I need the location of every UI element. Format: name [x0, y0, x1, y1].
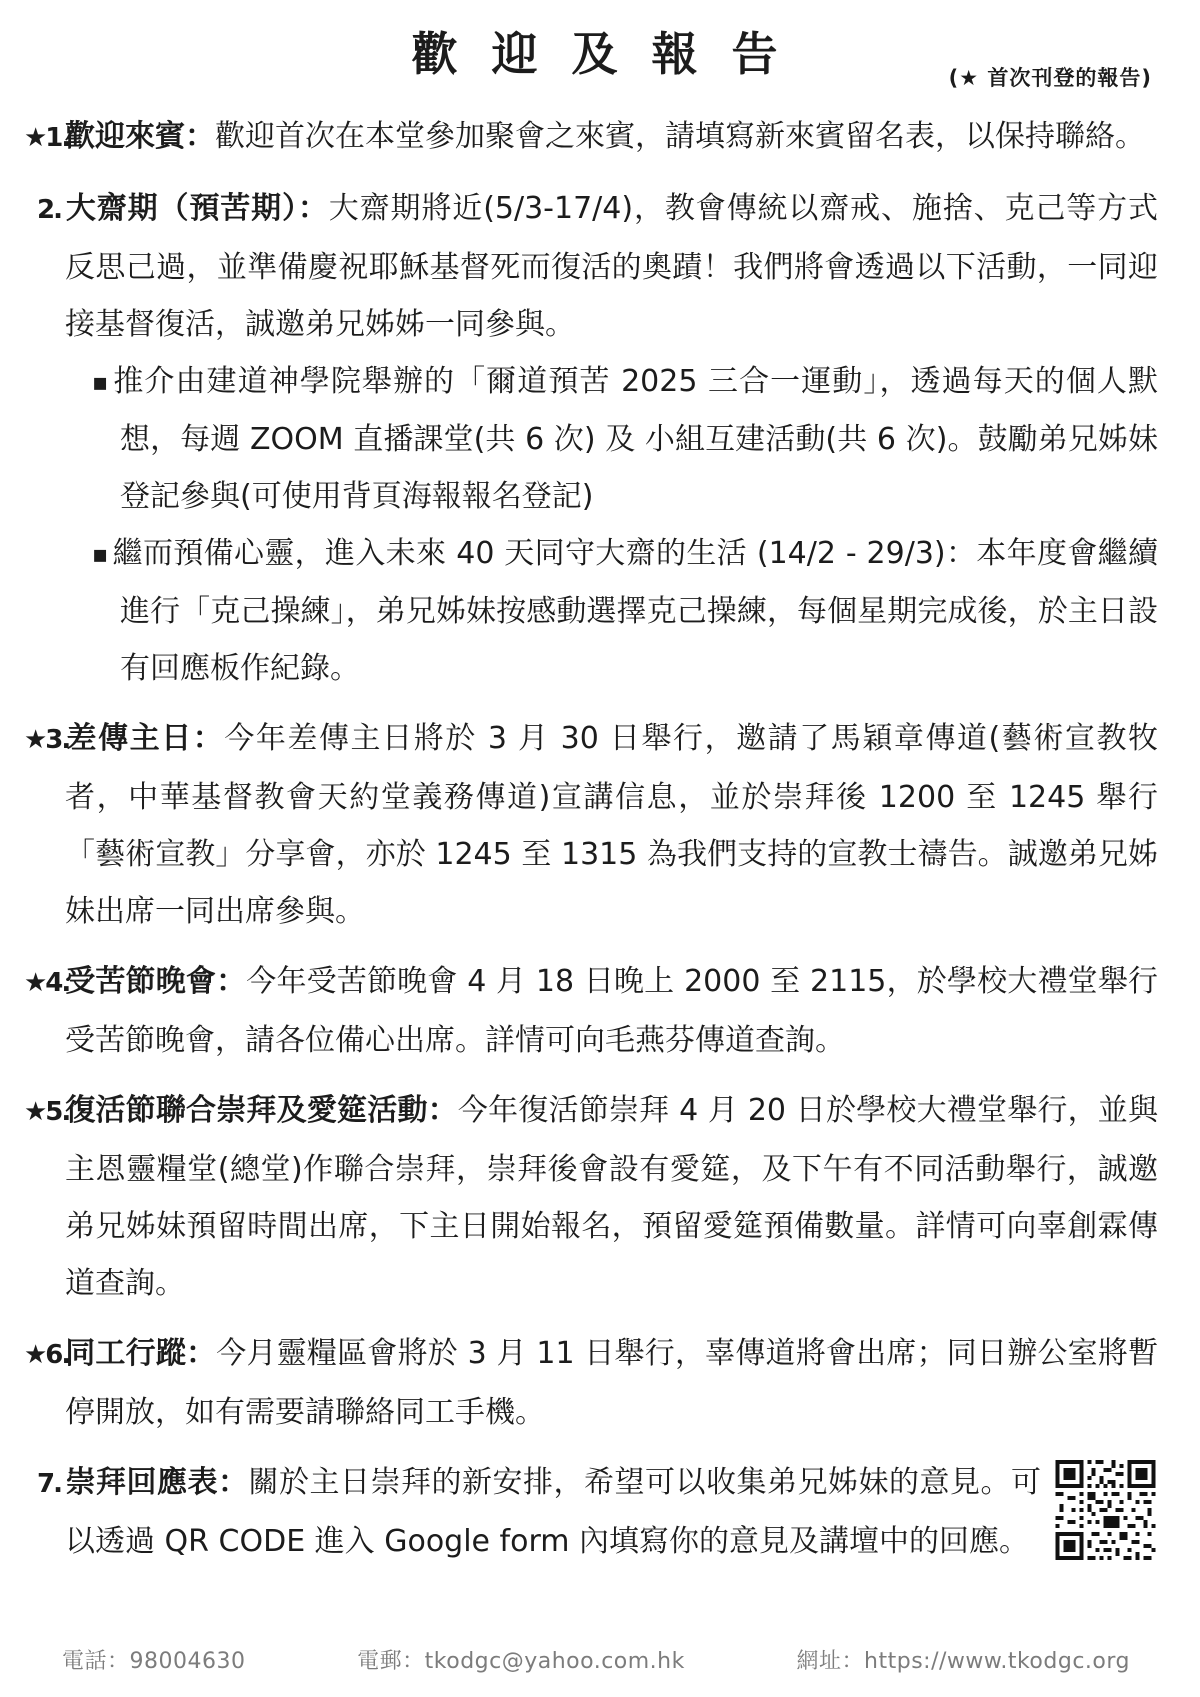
bullet-icon: ▪: [92, 368, 110, 396]
footer-email: 電郵：tkodgc@yahoo.com.hk: [357, 1649, 685, 1674]
item-text: 今年受苦節晚會 4 月 18 日晚上 2000 至 2115，於學校大禮堂舉行受苦節晚會，請各位備心出席。詳情可向毛燕芬傳道查詢。: [65, 964, 1158, 1058]
sub-item-text: 推介由建道神學院舉辦的「爾道預苦 2025 三合一運動」，透過每天的個人默想，每週 ZOOM 直播課堂(共 6 次) 及 小組互建活動(共 6 次)。鼓勵弟兄姊妹登記參與(可使用背頁海報報名登記): [113, 364, 1159, 514]
page-title: 歡迎及報告: [411, 27, 812, 81]
item-marker: ★3.: [24, 725, 70, 755]
footer-phone: 電話：98004630: [62, 1649, 246, 1674]
announcement-item-7: [37, 1454, 1158, 1570]
first-publish-note: (★ 首次刊登的報告): [948, 66, 1152, 90]
item-paragraph: [24, 1325, 1159, 1441]
bullet-icon: ▪: [92, 540, 109, 568]
announcement-item-4: [24, 953, 1158, 1069]
item-colon: ：: [297, 191, 329, 226]
item-paragraph: [37, 180, 1159, 353]
item-marker: 2.: [37, 195, 61, 225]
item-text: 關於主日崇拜的新安排，希望可以收集弟兄姊妹的意見。可以透過 QR CODE 進入 Google form 內填寫你的意見及講壇中的回應。: [65, 1465, 1041, 1559]
item-term: 復活節聯合崇拜及愛筵活動: [65, 1093, 428, 1128]
item-term: 受苦節晚會: [65, 964, 217, 999]
item-term: 崇拜回應表: [65, 1465, 218, 1500]
sub-item: [92, 525, 1158, 697]
item-colon: ：: [427, 1093, 458, 1128]
announcement-item-6: [24, 1325, 1159, 1441]
page-header: [65, 28, 1158, 108]
page-footer: [62, 1644, 1130, 1675]
item-text: 今年差傳主日將於 3 月 30 日舉行，邀請了馬穎章傳道(藝術宣教牧者，中華基督教會天約堂義務傳道)宣講信息，並於崇拜後 1200 至 1245 舉行「藝術宣教」分享會，亦於 1245 至 1315 為我們支持的宣教士禱告。誠邀弟兄姊妹出席一同出席參與。: [65, 721, 1159, 929]
item-paragraph: [24, 710, 1159, 940]
item-marker: ★4.: [24, 968, 70, 998]
announcement-item-5: [24, 1082, 1159, 1312]
item-colon: ：: [216, 964, 247, 999]
item-term: 差傳主日: [65, 721, 193, 756]
announcement-item-2: [37, 180, 1159, 697]
item-colon: ：: [185, 119, 215, 154]
item-paragraph: [24, 953, 1158, 1069]
item-paragraph: [37, 1454, 1158, 1570]
qr-code-graphic: [1055, 1460, 1156, 1560]
footer-website: 網址：https://www.tkodgc.org: [796, 1649, 1130, 1674]
item-text: 今年復活節崇拜 4 月 20 日於學校大禮堂舉行，並與主恩靈糧堂(總堂)作聯合崇拜，崇拜後會設有愛筵，及下午有不同活動舉行，誠邀弟兄姊妹預留時間出席，下主日開始報名，預留愛筵預備數量。詳情可向辜創霖傳道查詢。: [65, 1093, 1159, 1301]
item-marker: ★6.: [24, 1340, 70, 1370]
sub-item-list: [65, 353, 1158, 697]
item-paragraph: [24, 1082, 1159, 1312]
announcement-item-1: [24, 108, 1158, 167]
item-colon: ：: [192, 721, 225, 756]
item-term: 同工行蹤: [65, 1336, 187, 1371]
item-term: 歡迎來賓: [65, 119, 185, 154]
item-text: 今月靈糧區會將於 3 月 11 日舉行，辜傳道將會出席；同日辦公室將暫停開放，如有需要請聯絡同工手機。: [65, 1336, 1159, 1430]
announcement-item-3: [24, 710, 1159, 940]
item-colon: ：: [186, 1336, 217, 1371]
qr-code: [1055, 1460, 1156, 1560]
sub-item: [92, 353, 1159, 525]
sub-item-text: 繼而預備心靈，進入未來 40 天同守大齋的生活 (14/2 - 29/3)：本年度會繼續進行「克己操練」，弟兄姊妹按感動選擇克己操練，每個星期完成後，於主日設有回應板作紀錄。: [112, 536, 1158, 686]
item-text: 大齋期將近(5/3-17/4)，教會傳統以齋戒、施捨、克己等方式反思己過，並準備慶祝耶穌基督死而復活的奧蹟！我們將會透過以下活動，一同迎接基督復活，誠邀弟兄姊姊一同參與。: [65, 191, 1159, 342]
announcement-list: [24, 108, 1159, 1570]
item-paragraph: [24, 108, 1158, 167]
item-term: 大齋期（預苦期）: [65, 191, 298, 226]
item-colon: ：: [218, 1465, 249, 1500]
item-marker: 7.: [37, 1469, 61, 1499]
item-marker: ★1.: [24, 123, 70, 153]
item-marker: ★5.: [24, 1097, 70, 1127]
item-text: 歡迎首次在本堂參加聚會之來賓，請填寫新來賓留名表，以保持聯絡。: [215, 119, 1145, 154]
